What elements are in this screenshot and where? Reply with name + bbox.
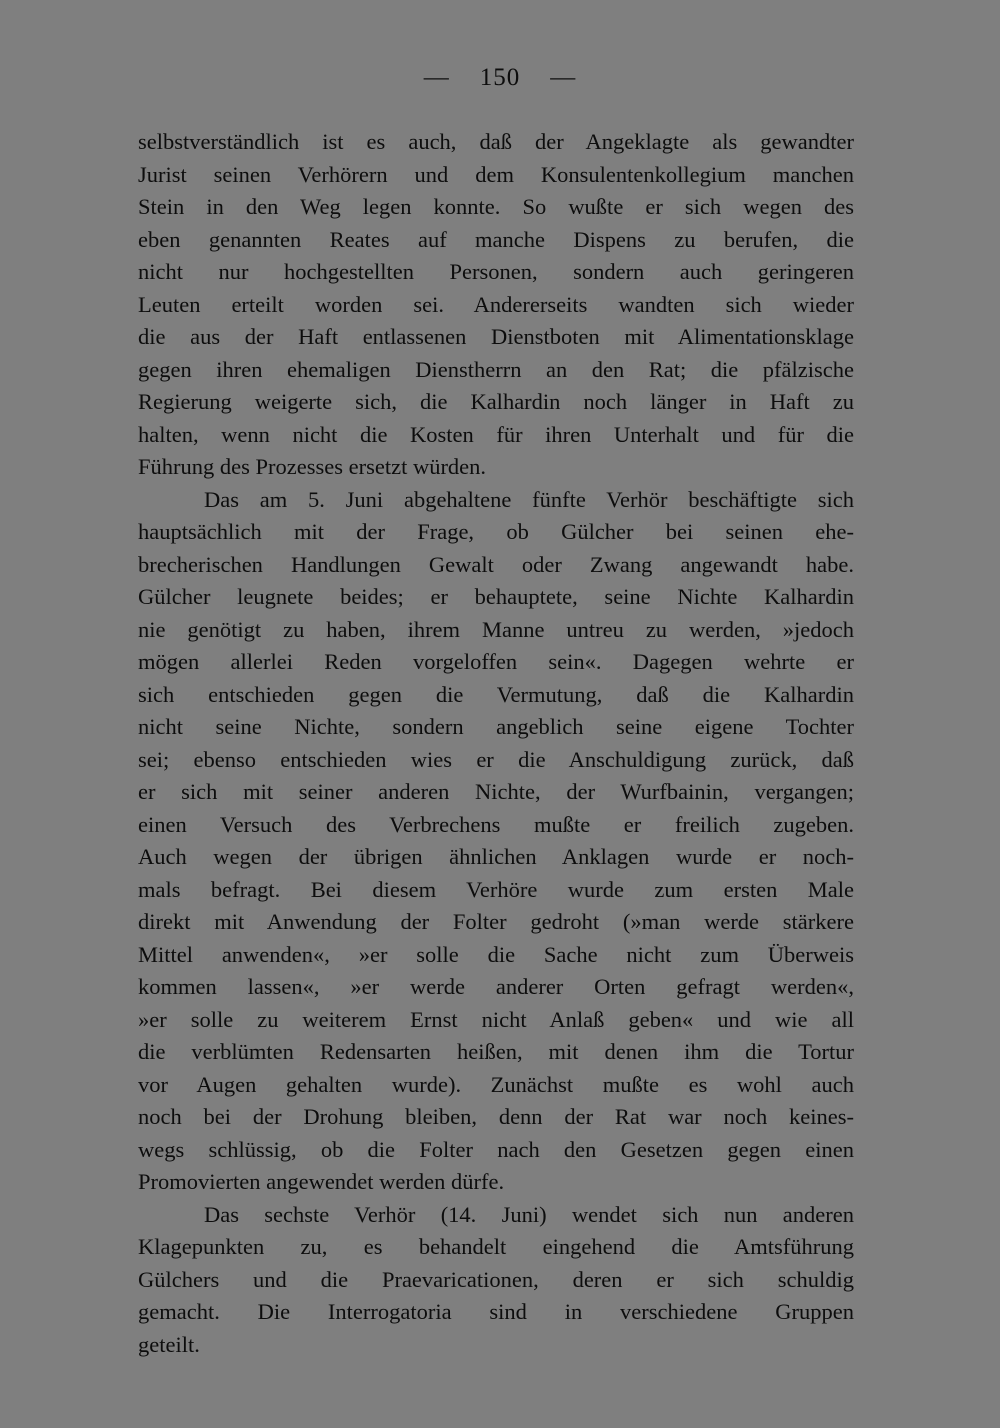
text-line: noch bei der Drohung bleiben, denn der Rat war noch keines- [138,1104,854,1129]
text-line: gemacht. Die Interrogatoria sind in verschiedene Gruppen [138,1299,854,1324]
text-line: die verblümten Redensarten heißen, mit denen ihm die Tortur [138,1039,854,1064]
text-line: vor Augen gehalten wurde). Zunächst mußte es wohl auch [138,1071,854,1097]
dash-right: — [550,64,577,91]
page-number: 150 [479,64,521,91]
text-line: sich entschieden gegen die Vermutung, daß die Kalhardin [138,681,854,707]
text-line: geteilt. [138,1331,200,1357]
text-line: Jurist seinen Verhörern und dem Konsulentenkollegium manchen [138,161,854,187]
page-number-header [0,64,1000,92]
paragraph [138,484,854,1199]
paragraph [138,1199,854,1362]
text-line: eben genannten Reates auf manche Dispens zu berufen, die [138,226,854,252]
text-line: Promovierten angewendet werden dürfe. [138,1169,505,1194]
text-line: die aus der Haft entlassenen Dienstboten mit Alimentationsklage [138,324,854,349]
text-line: gegen ihren ehemaligen Dienstherrn an den Rat; die pfälzische [138,356,854,382]
text-line: wegs schlüssig, ob die Folter nach den Gesetzen gegen einen [138,1136,854,1162]
text-line: direkt mit Anwendung der Folter gedroht (»man werde stärkere [138,909,854,934]
text-line: er sich mit seiner anderen Nichte, der Wurfbainin, vergangen; [138,779,854,804]
text-line: halten, wenn nicht die Kosten für ihren Unterhalt und für die [138,421,854,447]
text-line: mals befragt. Bei diesem Verhöre wurde zum ersten Male [138,876,854,902]
text-line: Klagepunkten zu, es behandelt eingehend die Amtsführung [138,1234,854,1259]
text-line: Das sechste Verhör (14. Juni) wendet sich nun anderen [204,1201,854,1227]
text-line: Gülcher leugnete beides; er behauptete, seine Nichte Kalhardin [138,584,854,609]
paragraph [138,126,854,484]
text-line: Mittel anwenden«, »er solle die Sache nicht zum Überweis [138,941,854,967]
text-line: selbstverständlich ist es auch, daß der Angeklagte als gewandter [138,129,854,154]
text-line: Auch wegen der übrigen ähnlichen Anklagen wurde er noch- [138,844,854,869]
text-line: Regierung weigerte sich, die Kalhardin noch länger in Haft zu [138,389,854,414]
text-line: mögen allerlei Reden vorgeloffen sein«. Dagegen wehrte er [138,649,854,674]
text-line: nicht nur hochgestellten Personen, sondern auch geringeren [138,259,854,284]
text-line: einen Versuch des Verbrechens mußte er freilich zugeben. [138,811,854,837]
body-text [138,126,854,1361]
text-line: Führung des Prozesses ersetzt würden. [138,454,487,479]
text-line: nie genötigt zu haben, ihrem Manne untreu zu werden, »jedoch [138,616,854,642]
text-line: Stein in den Weg legen konnte. So wußte er sich wegen des [138,194,854,219]
text-line: Leuten erteilt worden sei. Andererseits wandten sich wieder [138,291,854,317]
text-line: kommen lassen«, »er werde anderer Orten gefragt werden«, [138,974,854,999]
text-line: »er solle zu weiterem Ernst nicht Anlaß geben« und wie all [138,1006,854,1032]
text-line: nicht seine Nichte, sondern angeblich seine eigene Tochter [138,714,854,739]
text-line: sei; ebenso entschieden wies er die Anschuldigung zurück, daß [138,746,854,772]
text-line: brecherischen Handlungen Gewalt oder Zwang angewandt habe. [138,551,854,577]
text-line: Das am 5. Juni abgehaltene fünfte Verhör beschäftigte sich [204,486,854,512]
dash-left: — [423,64,450,91]
text-line: Gülchers und die Praevaricationen, deren er sich schuldig [138,1266,854,1292]
text-line: hauptsächlich mit der Frage, ob Gülcher bei seinen ehe- [138,519,854,544]
